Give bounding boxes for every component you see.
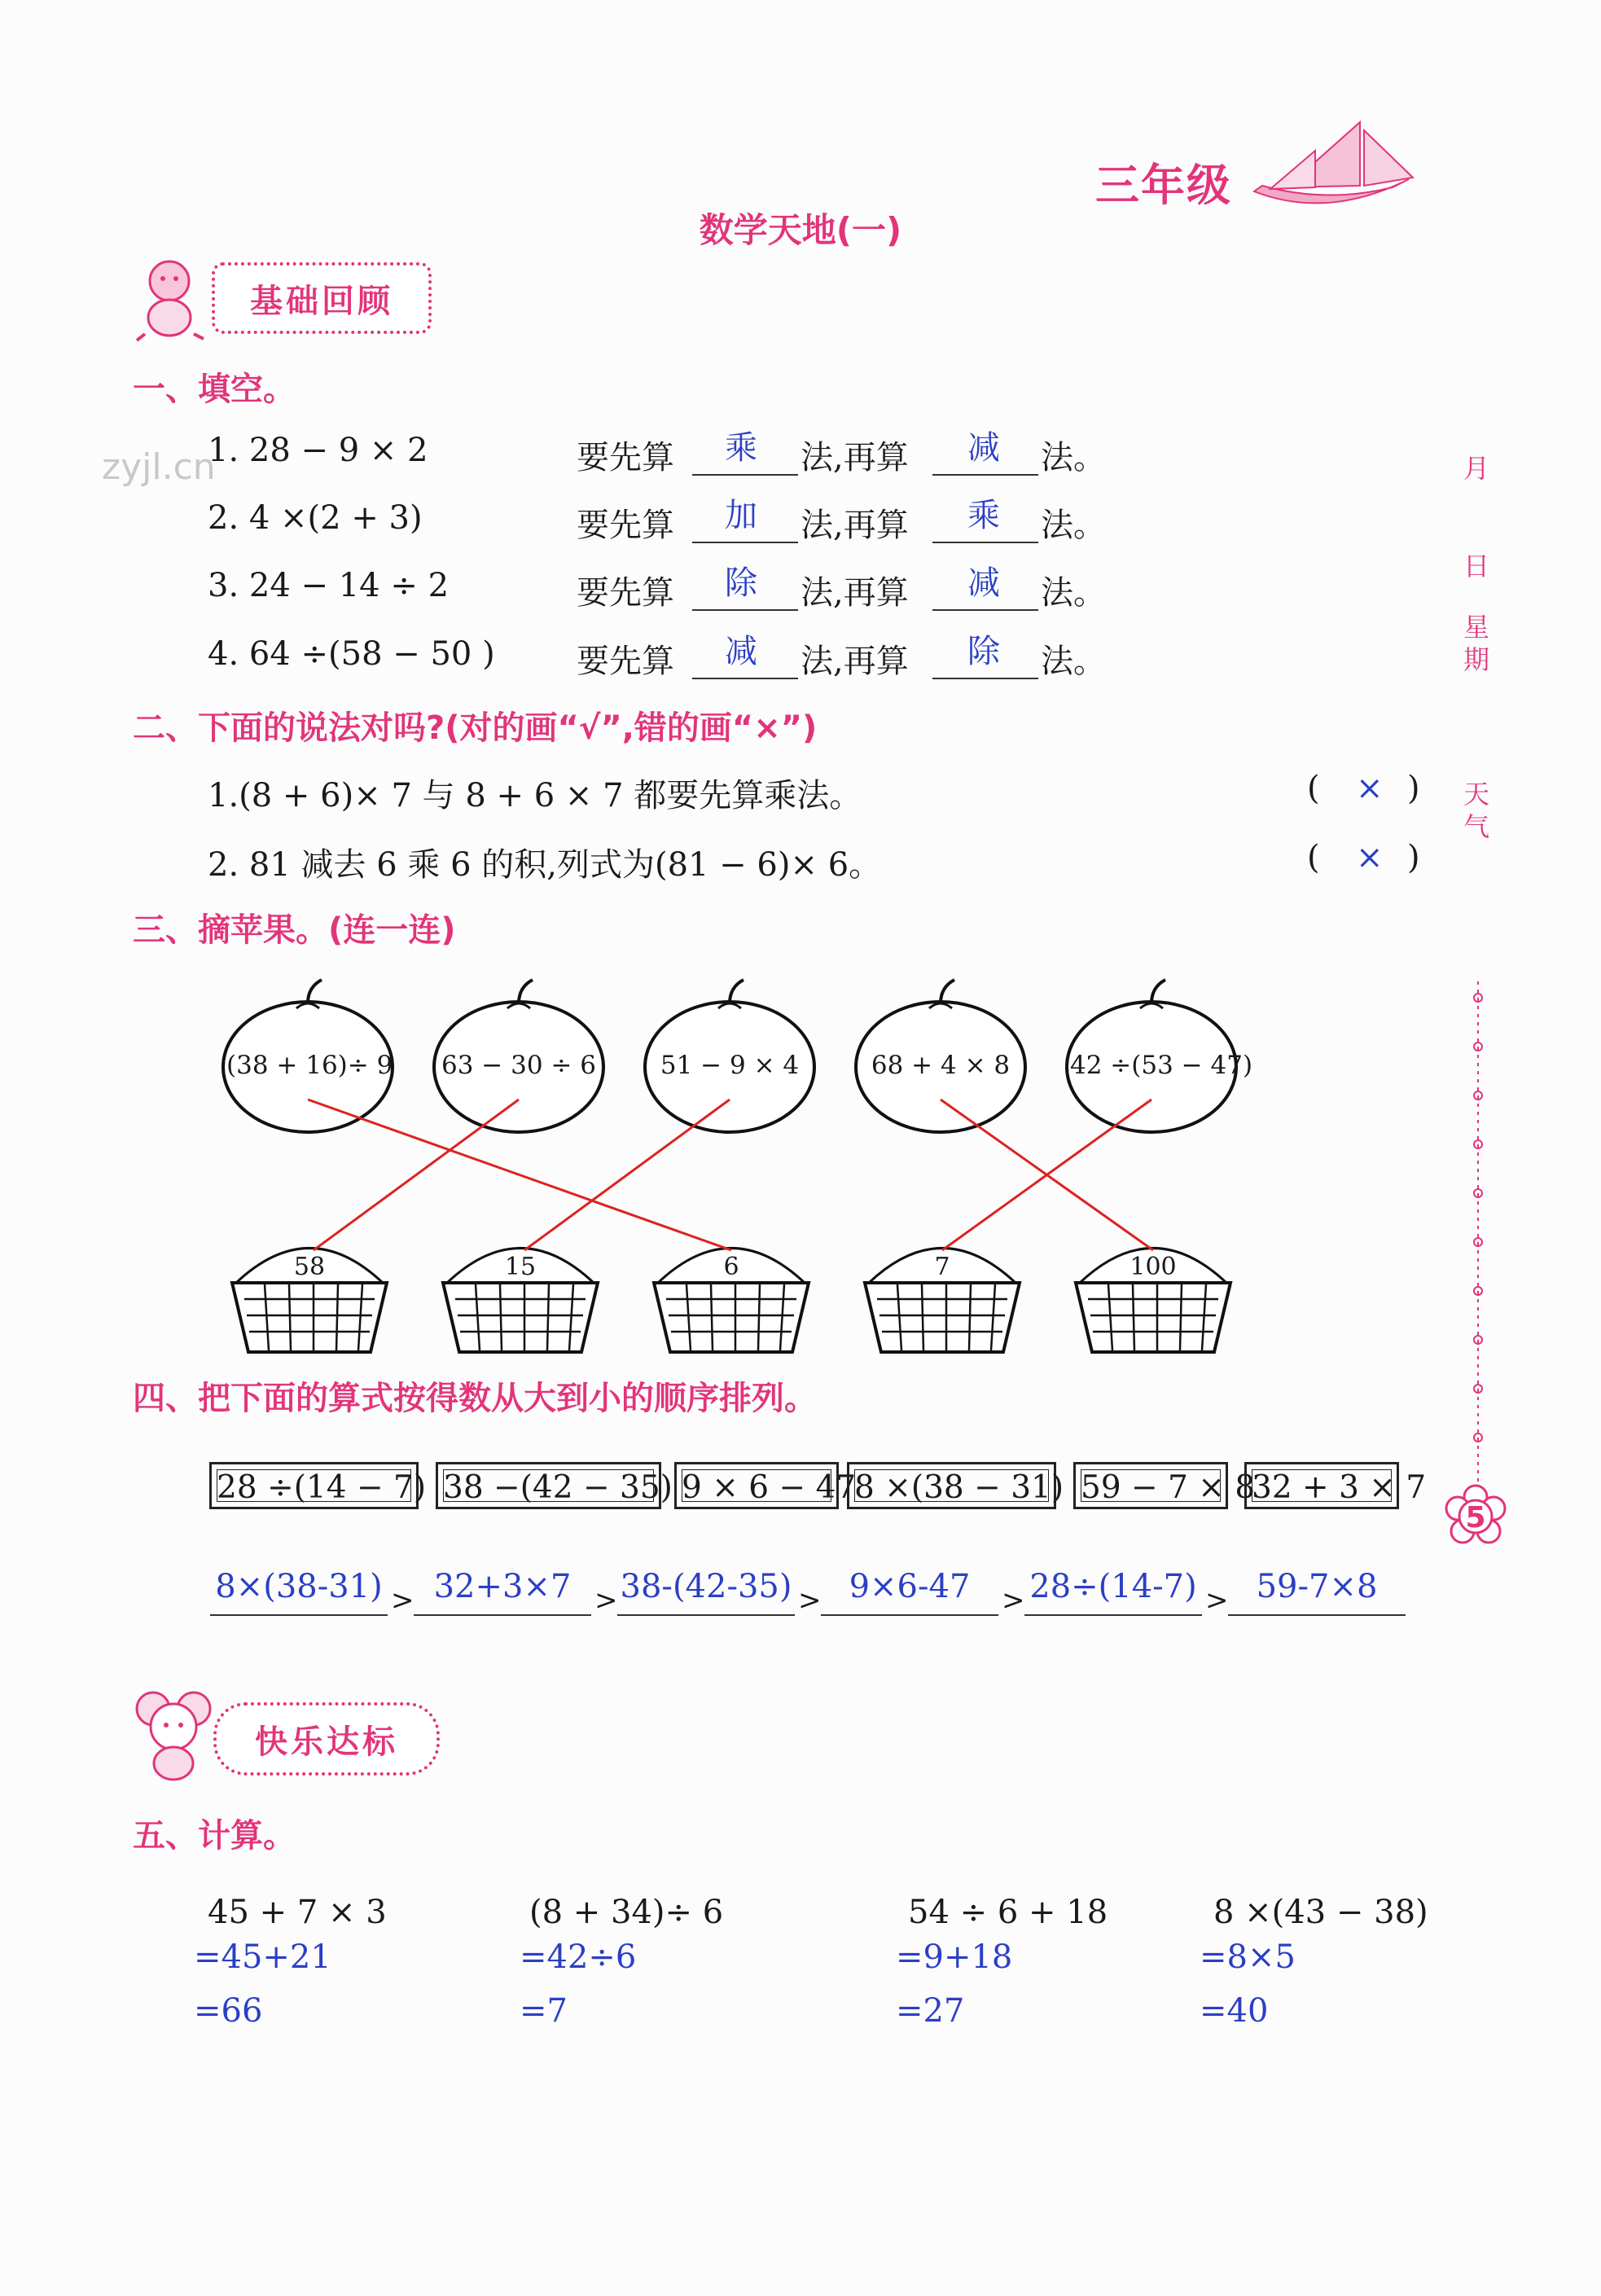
basket-value: 6 — [723, 1253, 739, 1281]
calc-result: =7 — [520, 1992, 568, 2030]
judge-answer: × — [1356, 839, 1384, 876]
banner-happy — [213, 1702, 440, 1776]
fill-expression: 4. 64 ÷(58 − 50 ) — [208, 635, 495, 673]
order-expression-box — [1073, 1462, 1256, 1509]
fill-answer: 除 — [967, 633, 1000, 670]
order-expression-box — [674, 1462, 857, 1509]
fill-prefix: 要先算 — [577, 507, 674, 544]
judge-close-paren: ) — [1407, 839, 1420, 876]
greater-than-sign: > — [594, 1584, 618, 1617]
mascot-icon — [129, 252, 210, 342]
judge-statement: 2. 81 减去 6 乘 6 的积,列式为(81 − 6)× 6。 — [208, 846, 882, 884]
watermark: zyjl.cn — [102, 446, 216, 488]
apple-expression: 63 − 30 ÷ 6 — [441, 1051, 596, 1080]
fill-suffix: 法。 — [1041, 643, 1106, 680]
apple-expression: 68 + 4 × 8 — [871, 1051, 1011, 1080]
calc-result: =40 — [1200, 1992, 1269, 2030]
fill-prefix: 要先算 — [577, 643, 674, 680]
greater-than-sign: > — [1002, 1584, 1025, 1617]
fill-answer: 减 — [967, 429, 1000, 467]
month-label: 月 — [1463, 453, 1490, 484]
banner-happy-label: 快乐达标 — [255, 1723, 398, 1761]
order-answer: 59-7×8 — [1256, 1568, 1378, 1605]
judge-close-paren: ) — [1407, 770, 1420, 807]
fill-prefix: 要先算 — [577, 439, 674, 476]
fill-mid: 法,再算 — [800, 574, 909, 612]
judge-open-paren: ( — [1307, 770, 1320, 807]
day-label: 日 — [1463, 551, 1490, 582]
calc-step: =42÷6 — [520, 1938, 637, 1976]
calc-step: =8×5 — [1200, 1938, 1296, 1976]
calc-step: =9+18 — [896, 1938, 1013, 1976]
judge-answer: × — [1356, 770, 1384, 807]
fill-prefix: 要先算 — [577, 574, 674, 612]
apple-matching-figure — [0, 961, 1601, 1368]
order-expression-box — [1244, 1462, 1427, 1509]
greater-than-sign: > — [798, 1584, 822, 1617]
fill-suffix: 法。 — [1041, 574, 1106, 612]
calc-expression: (8 + 34)÷ 6 — [529, 1894, 724, 1931]
order-expression-box — [209, 1462, 427, 1509]
order-expression: 28 ÷(14 − 7) — [217, 1469, 427, 1506]
order-answer: 8×(38-31) — [215, 1568, 383, 1605]
apple-expression: (38 + 16)÷ 9 — [226, 1051, 393, 1080]
basket-value: 58 — [293, 1253, 326, 1281]
apple-expression: 42 ÷(53 − 47) — [1070, 1051, 1253, 1080]
fill-suffix: 法。 — [1041, 507, 1106, 544]
weekday-label: 星期 — [1463, 612, 1490, 675]
order-answer: 28÷(14-7) — [1029, 1568, 1197, 1605]
fill-answer: 乘 — [967, 497, 1000, 534]
basket-value: 100 — [1129, 1253, 1177, 1281]
greater-than-sign: > — [1205, 1584, 1229, 1617]
calc-result: =27 — [896, 1992, 965, 2030]
page-number: 5 — [1465, 1501, 1486, 1534]
basket-value: 7 — [934, 1253, 950, 1281]
fill-answer: 减 — [967, 564, 1000, 602]
banner-review — [212, 262, 432, 334]
order-answer: 32+3×7 — [433, 1568, 572, 1605]
calc-expression: 45 + 7 × 3 — [208, 1894, 387, 1931]
fill-mid: 法,再算 — [800, 507, 909, 544]
fill-answer: 除 — [725, 564, 757, 602]
fill-expression: 3. 24 − 14 ÷ 2 — [208, 567, 450, 604]
section-1-title: 一、填空。 — [133, 371, 296, 408]
section-5-title: 五、计算。 — [133, 1817, 296, 1855]
order-expression: 38 −(42 − 35) — [443, 1469, 673, 1506]
order-expression: 9 × 6 − 47 — [682, 1469, 857, 1506]
banner-review-label: 基础回顾 — [250, 282, 393, 320]
greater-than-sign: > — [391, 1584, 415, 1617]
koala-mascot-icon — [129, 1686, 218, 1784]
judge-open-paren: ( — [1307, 839, 1320, 876]
order-expression: 59 − 7 × 8 — [1081, 1469, 1256, 1506]
fill-suffix: 法。 — [1041, 439, 1106, 476]
basket-value: 15 — [504, 1253, 537, 1281]
fill-answer: 加 — [725, 497, 757, 534]
calc-expression: 54 ÷ 6 + 18 — [908, 1894, 1108, 1931]
judge-statement: 1.(8 + 6)× 7 与 8 + 6 × 7 都要先算乘法。 — [208, 777, 862, 814]
decorative-border — [1466, 981, 1490, 1486]
calc-expression: 8 ×(43 − 38) — [1213, 1894, 1428, 1931]
page-title: 数学天地(一) — [699, 210, 902, 250]
fill-expression: 1. 28 − 9 × 2 — [208, 432, 428, 469]
order-expression: 8 ×(38 − 31) — [854, 1469, 1064, 1506]
order-expression-box — [436, 1462, 673, 1509]
fill-answer: 减 — [725, 633, 757, 670]
fill-mid: 法,再算 — [800, 439, 909, 476]
apple-expression: 51 − 9 × 4 — [660, 1051, 800, 1080]
section-4-title: 四、把下面的算式按得数从大到小的顺序排列。 — [133, 1380, 817, 1417]
order-expression-box — [847, 1462, 1064, 1509]
fill-expression: 2. 4 ×(2 + 3) — [208, 499, 423, 537]
section-3-title: 三、摘苹果。(连一连) — [133, 911, 456, 949]
grade-label: 三年级 — [1095, 160, 1232, 211]
fill-answer: 乘 — [725, 429, 757, 467]
section-2-title: 二、下面的说法对吗?(对的画“√”,错的画“×”) — [133, 709, 818, 747]
fill-mid: 法,再算 — [800, 643, 909, 680]
weather-label: 天气 — [1463, 779, 1490, 842]
order-answer: 9×6-47 — [849, 1568, 971, 1605]
order-answer: 38-(42-35) — [620, 1568, 792, 1605]
order-expression: 32 + 3 × 7 — [1252, 1469, 1427, 1506]
calc-result: =66 — [194, 1992, 263, 2030]
calc-step: =45+21 — [194, 1938, 331, 1976]
